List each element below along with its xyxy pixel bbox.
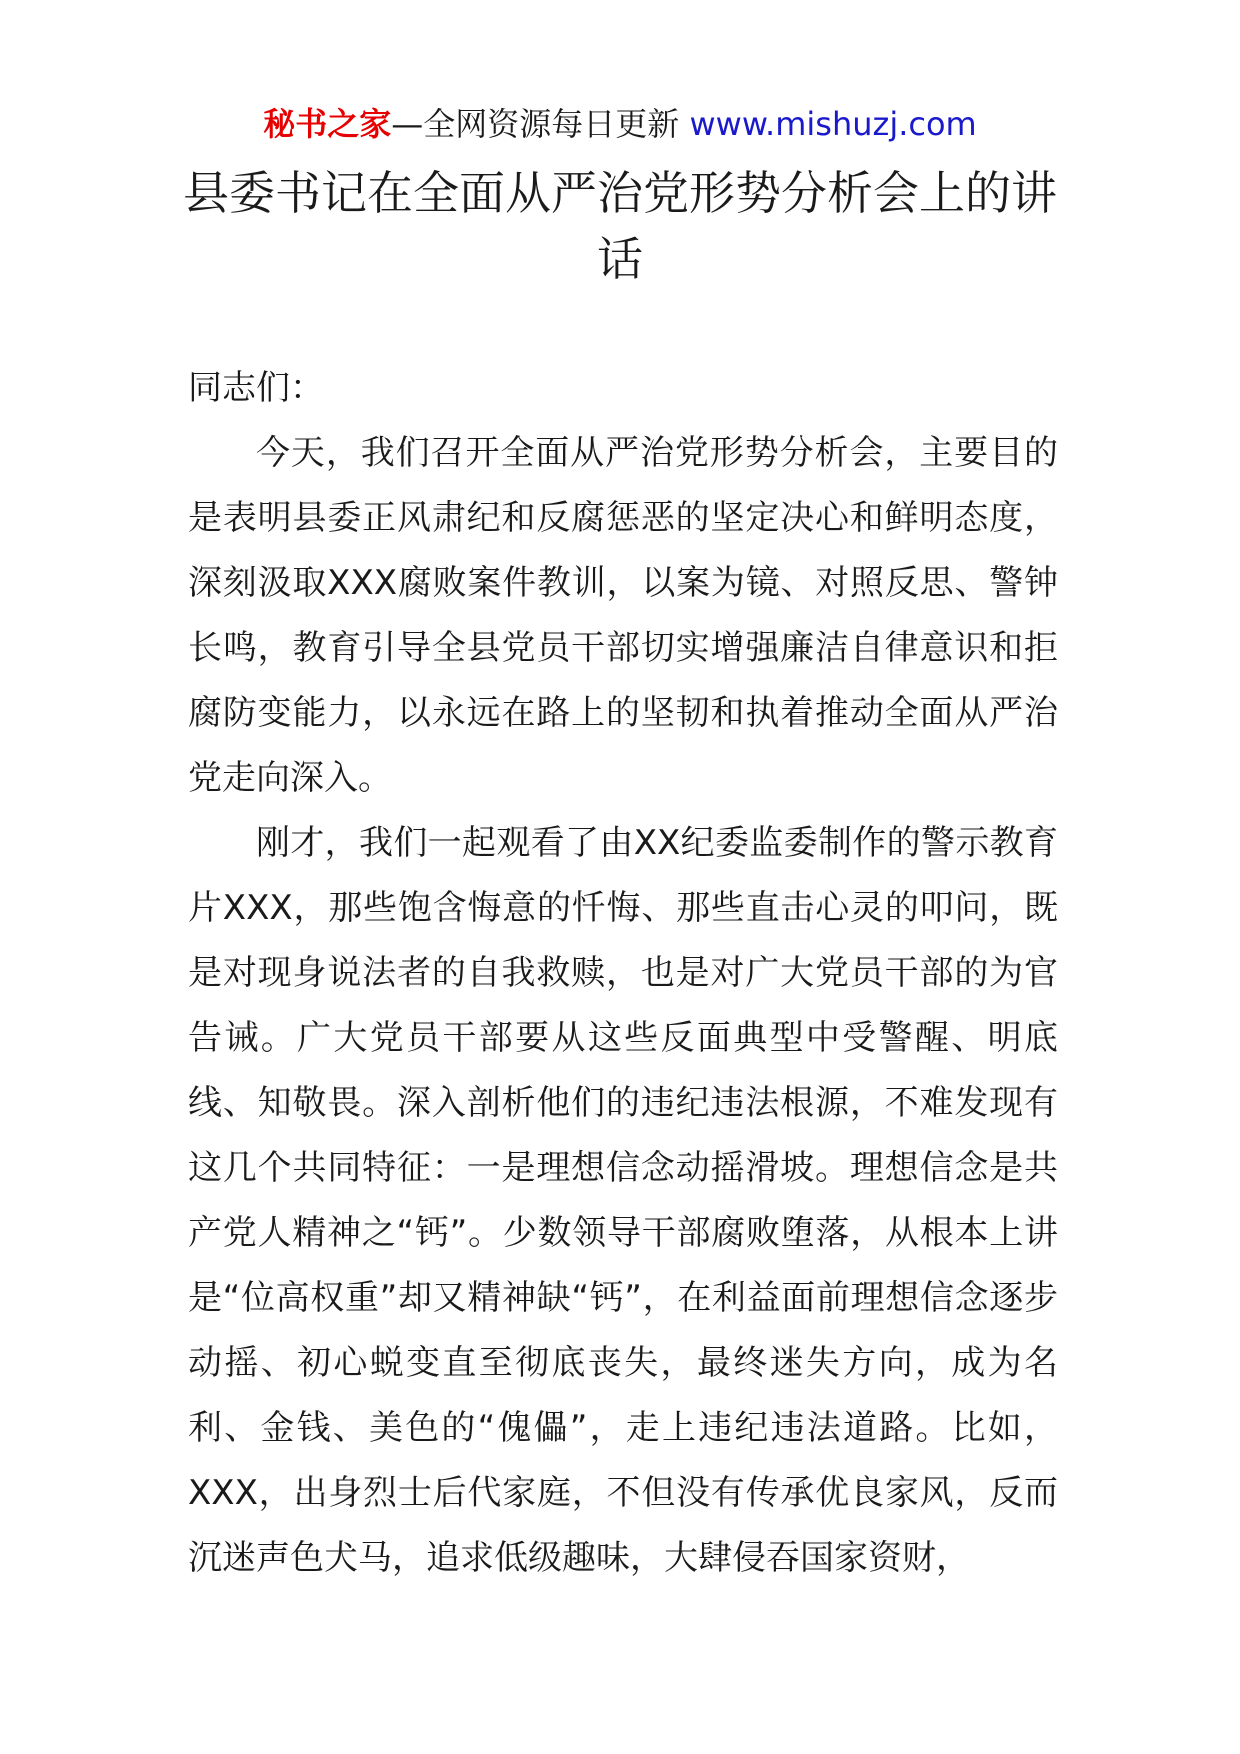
site-url-link[interactable]: www.mishuzj.com <box>689 105 977 143</box>
body-paragraph: 刚才，我们一起观看了由XX纪委监委制作的警示教育片XXX，那些饱含悔意的忏悔、那些直击心灵的叩问，既是对现身说法者的自我救赎，也是对广大党员干部的为官告诫。广大党员干部要从这些反面典型中受警醒、明底线、知敬畏。深入剖析他们的违纪违法根源，不难发现有这几个共同特征：一是理想信念动摇滑坡。理想信念是共产党人精神之“钙”。少数领导干部腐败堕落，从根本上讲是“位高权重”却又精神缺“钙”，在利益面前理想信念逐步动摇、初心蜕变直至彻底丧失，最终迷失方向，成为名利、金钱、美色的“傀儡”，走上违纪违法道路。比如，XXX，出身烈士后代家庭，不但没有传承优良家风，反而沉迷声色犬马，追求低级趣味，大肆侵吞国家资财， <box>188 823 1058 1578</box>
salutation: 同志们： <box>188 368 324 408</box>
header-slogan: —全网资源每日更新 <box>391 105 680 143</box>
body-paragraph: 今天，我们召开全面从严治党形势分析会，主要目的是表明县委正风肃纪和反腐惩恶的坚定决心和鲜明态度，深刻汲取XXX腐败案件教训，以案为镜、对照反思、警钟长鸣，教育引导全县党员干部切实增强廉洁自律意识和拒腐防变能力，以永远在路上的坚韧和执着推动全面从严治党走向深入。 <box>188 433 1058 798</box>
watermark-header <box>0 100 1240 148</box>
brand-name: 秘书之家 <box>263 105 392 143</box>
document-body <box>188 356 1058 1591</box>
document-title: 县委书记在全面从严治党形势分析会上的讲话 <box>183 166 1057 286</box>
